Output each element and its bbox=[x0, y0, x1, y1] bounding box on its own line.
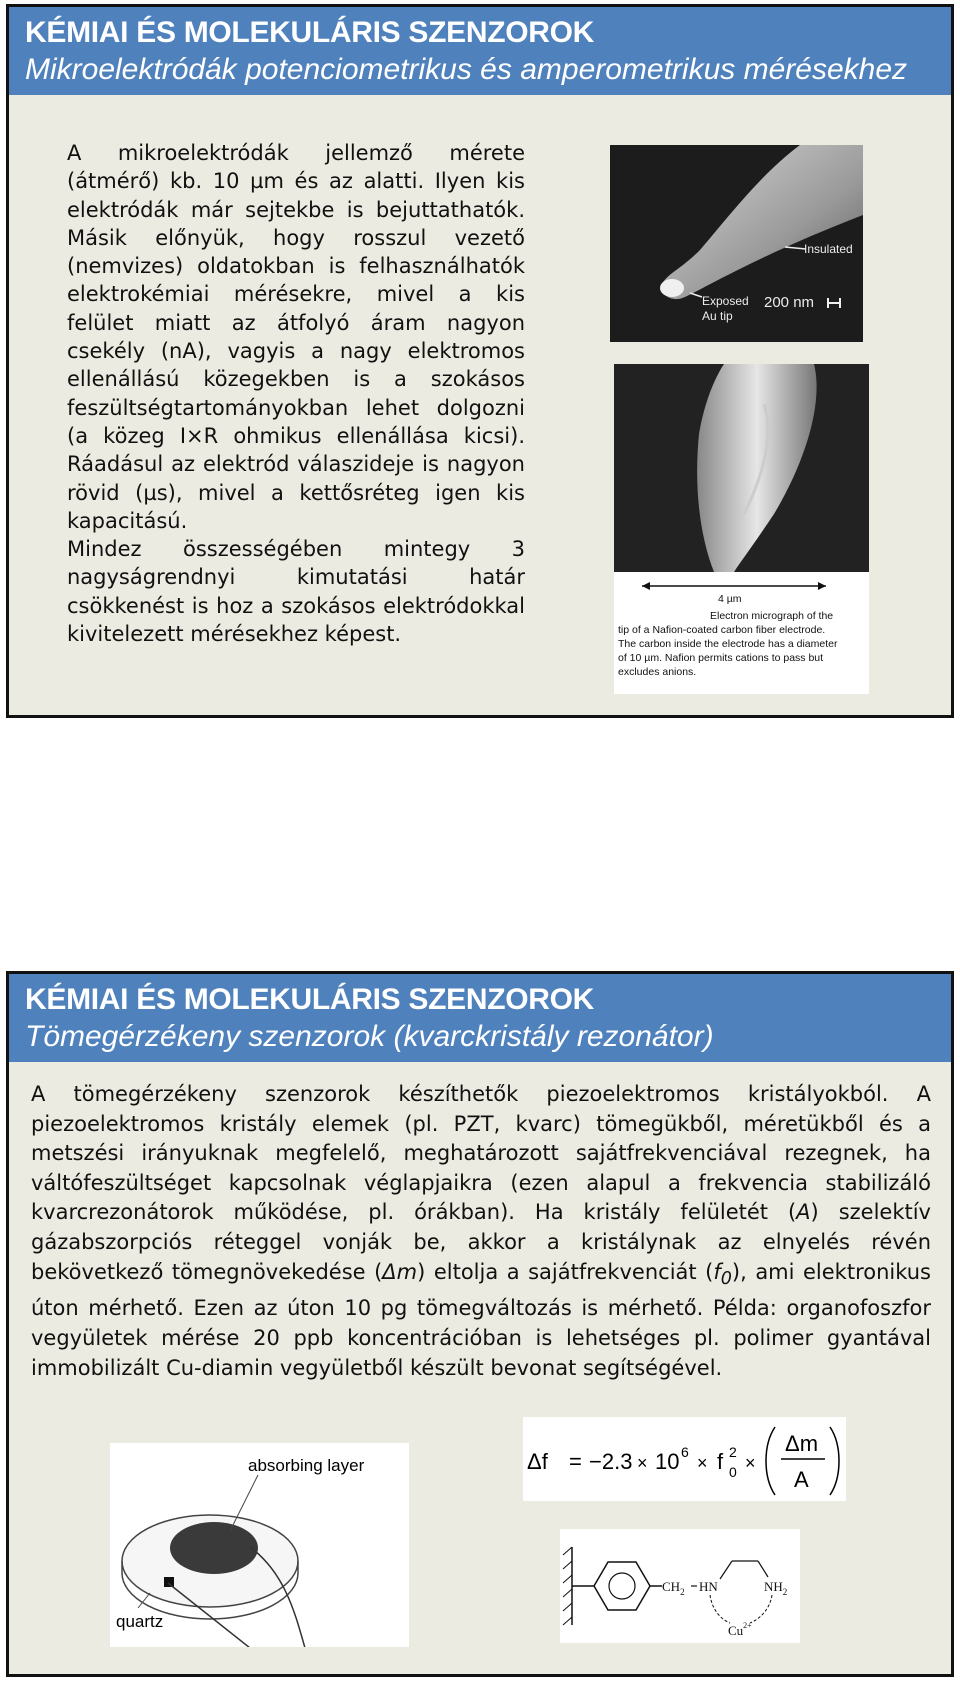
cu-diamine-structure bbox=[560, 1529, 800, 1643]
mol-ch2: $CH_2$ bbox=[662, 1579, 685, 1597]
eq-f-sup: 2 bbox=[729, 1444, 737, 1460]
body-paragraph: Mindez összességében mintegy 3 nagyságrendnyi kimutatási határ csökkenést is hoz a szokásos elektródokkal kivitelezett mérésekhez képest. bbox=[67, 537, 525, 647]
slide-title: KÉMIAI ÉS MOLEKULÁRIS SZENZOROK bbox=[25, 16, 595, 49]
caption-line: Electron micrograph of the bbox=[710, 610, 834, 622]
scale-label: 200 nm bbox=[764, 294, 815, 311]
slide-mass-sensors bbox=[6, 971, 954, 1677]
variable-frequency bbox=[713, 1259, 732, 1289]
slide-body-text bbox=[67, 139, 525, 648]
label-absorbing-layer: absorbing layer bbox=[248, 1456, 365, 1475]
variable-subscript: 0 bbox=[720, 1268, 732, 1289]
caption-line: excludes anions. bbox=[618, 666, 697, 678]
slide-header bbox=[9, 7, 951, 95]
benzene-ring-icon bbox=[594, 1562, 650, 1610]
eq-f: f bbox=[717, 1449, 724, 1474]
eq-base: 10 bbox=[655, 1449, 680, 1474]
variable-area: A bbox=[796, 1200, 811, 1225]
eq-times: × bbox=[697, 1453, 708, 1473]
absorbing-layer-shape bbox=[170, 1522, 258, 1574]
mol-nh2: $NH_2$ bbox=[764, 1579, 788, 1597]
caption-line: The carbon inside the electrode has a diameter bbox=[618, 638, 838, 650]
mol-cu: $Cu^{2+}$ bbox=[728, 1621, 752, 1638]
equation-graphic bbox=[523, 1417, 846, 1501]
caption-line: of 10 µm. Nafion permits cations to pass but bbox=[618, 652, 824, 664]
label-insulated: Insulated bbox=[804, 242, 853, 256]
eq-times: × bbox=[745, 1453, 756, 1473]
sem-image-nafion-fiber bbox=[614, 364, 869, 694]
text-run: ) szelektív gázabszorpciós réteggel vonják be, akkor a kristálynak az elnyelés révén bekövetkező tömegnövekedése ( bbox=[31, 1200, 931, 1284]
variable-f: f bbox=[713, 1259, 721, 1284]
text-run: ), ami elektronikus úton mérhető. Ezen az úton 10 pg tömegváltozás is mérhető. Példa: organofoszfor vegyületek mérése 20 ppb koncentrációban is lehetséges pl. polimer gyantával immobilizált Cu-diamin vegyületből készült bevonat segítségével. bbox=[31, 1259, 931, 1380]
scale-label: 4 µm bbox=[718, 593, 742, 605]
label-exposed: Exposed bbox=[702, 294, 749, 308]
eq-f-sub: 0 bbox=[729, 1464, 737, 1480]
caption-line: tip of a Nafion-coated carbon fiber electrode. bbox=[618, 624, 826, 636]
eq-equals: = bbox=[569, 1449, 582, 1474]
sem-image-gold-tip-graphic bbox=[610, 145, 863, 342]
variable-mass-change: Δm bbox=[382, 1259, 418, 1284]
slide-body-text bbox=[31, 1080, 931, 1383]
slide-microelectrodes bbox=[6, 4, 954, 718]
slide-subtitle: Tömegérzékeny szenzorok (kvarckristály rezonátor) bbox=[25, 1020, 714, 1053]
body-paragraph bbox=[31, 1080, 931, 1383]
eq-times: × bbox=[637, 1453, 648, 1473]
quartz-crystal-diagram-graphic bbox=[110, 1443, 409, 1647]
eq-denominator: A bbox=[794, 1467, 809, 1492]
molecule-graphic bbox=[560, 1529, 800, 1643]
text-run: ) eltolja a sajátfrekvenciát ( bbox=[417, 1259, 714, 1284]
slide-header bbox=[9, 974, 951, 1062]
body-paragraph: A mikroelektródák jellemző mérete (átmérő) kb. 10 µm és az alatti. Ilyen kis elektródák már sejtekbe is bejuttathatók. Másik előnyük, hogy rosszul vezető (nemvizes) oldatokban is felhasználhatók elektrokémiai mérésekre, mivel a kis felület miatt az átfolyó áram nagyon csekély (nA), vagyis a nagy elektromos ellenállású közegekben is a szokásos feszültségtartományokban lehet dolgozni (a közeg I×R ohmikus ellenállása kicsi). Ráadásul az elektród válaszideje is nagyon rövid (µs), mivel a kettősréteg igen kis kapacitású. bbox=[67, 141, 525, 533]
eq-coefficient: −2.3 bbox=[589, 1449, 633, 1474]
label-au-tip: Au tip bbox=[702, 309, 733, 323]
eq-exponent: 6 bbox=[681, 1444, 689, 1460]
eq-numerator: Δm bbox=[785, 1431, 819, 1456]
label-quartz: quartz bbox=[116, 1612, 164, 1631]
frequency-shift-equation bbox=[523, 1417, 846, 1501]
slide-title: KÉMIAI ÉS MOLEKULÁRIS SZENZOROK bbox=[25, 983, 595, 1016]
eq-lhs: Δf bbox=[527, 1449, 548, 1474]
mol-hn: HN bbox=[699, 1579, 718, 1594]
sem-image-gold-tip bbox=[610, 145, 863, 342]
sem-image-nafion-fiber-graphic bbox=[614, 364, 869, 694]
slide-subtitle: Mikroelektródák potenciometrikus és amperometrikus mérésekhez bbox=[25, 53, 908, 86]
text-run: A tömegérzékeny szenzorok készíthetők piezoelektromos kristályokból. A piezoelektromos kristály elemek (pl. PZT, kvarc) tömegükből, méretükből és a metszési irányuknak megfelelő, meghatározott sajátfrekvenciával rezegnek, ha váltófeszültséget kapcsolnak véglapjaikra (ezen alapul a frekvencia stabilizáló kvarcrezonátorok működése, pl. órákban). Ha kristály felületét ( bbox=[31, 1082, 931, 1225]
quartz-crystal-diagram bbox=[110, 1443, 409, 1647]
